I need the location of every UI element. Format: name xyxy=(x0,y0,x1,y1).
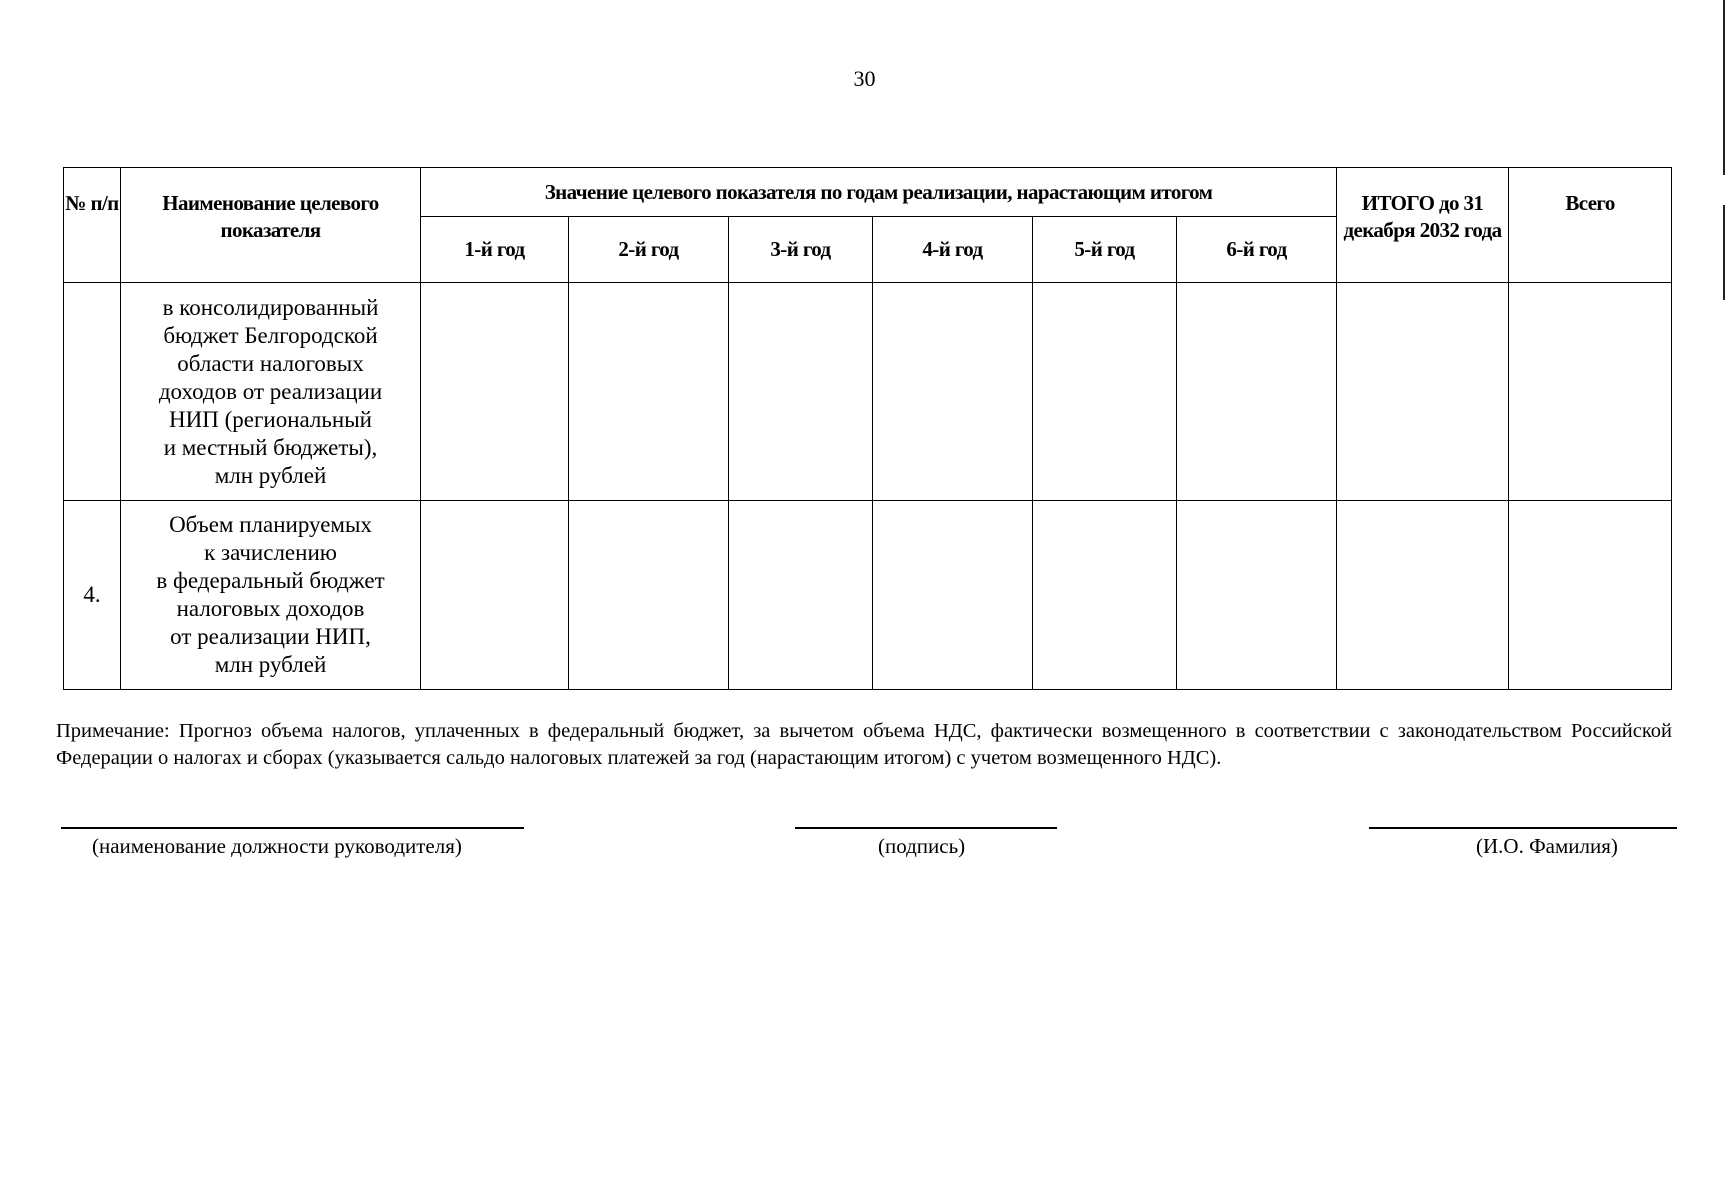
cell-year-2 xyxy=(569,283,729,501)
cell-year-6 xyxy=(1177,283,1337,501)
header-by-year-group: Значение целевого показателя по годам реализации, нарастающим итогом xyxy=(421,168,1337,217)
position-signature-line xyxy=(61,827,524,829)
cell-year-3 xyxy=(729,283,873,501)
cell-year-4 xyxy=(873,501,1033,690)
cell-year-5 xyxy=(1033,283,1177,501)
cell-total-until xyxy=(1337,283,1509,501)
signature-line xyxy=(795,827,1057,829)
header-year-3: 3-й год xyxy=(729,217,873,283)
cell-year-1 xyxy=(421,283,569,501)
cell-year-3 xyxy=(729,501,873,690)
header-overall: Всего xyxy=(1509,168,1672,283)
row-indicator-name: Объем планируемых к зачислению в федеральный бюджет налоговых доходов от реализации НИП, млн рублей xyxy=(121,501,421,690)
header-indicator-name: Наименование целевого показателя xyxy=(121,168,421,283)
header-total-until: ИТОГО до 31 декабря 2032 года xyxy=(1337,168,1509,283)
cell-year-1 xyxy=(421,501,569,690)
indicators-table xyxy=(63,167,1672,690)
cell-total-until xyxy=(1337,501,1509,690)
signature-caption: (подпись) xyxy=(878,834,966,858)
row-number xyxy=(64,283,121,501)
header-year-2: 2-й год xyxy=(569,217,729,283)
row-number: 4. xyxy=(64,501,121,690)
scan-edge-line xyxy=(1723,0,1725,175)
footnote: Примечание: Прогноз объема налогов, уплаченных в федеральный бюджет, за вычетом объема НДС, фактически возмещенного в соответствии с законодательством Российской Федерации о налогах и сборах (указывается сальдо налоговых платежей за год (нарастающим итогом) с учетом возмещенного НДС). xyxy=(56,720,1672,769)
table-row xyxy=(64,283,1672,501)
position-caption: (наименование должности руководителя) xyxy=(92,834,462,858)
scan-edge-line-lower xyxy=(1723,205,1725,300)
row-indicator-name: в консолидированный бюджет Белгородской области налоговых доходов от реализации НИП (региональный и местный бюджеты), млн рублей xyxy=(121,283,421,501)
cell-overall xyxy=(1509,283,1672,501)
header-year-1: 1-й год xyxy=(421,217,569,283)
header-year-4: 4-й год xyxy=(873,217,1033,283)
name-signature-line xyxy=(1369,827,1677,829)
cell-year-4 xyxy=(873,283,1033,501)
header-number: № п/п xyxy=(64,168,121,283)
cell-year-5 xyxy=(1033,501,1177,690)
header-year-6: 6-й год xyxy=(1177,217,1337,283)
cell-year-2 xyxy=(569,501,729,690)
table-row xyxy=(64,501,1672,690)
cell-overall xyxy=(1509,501,1672,690)
page-number: 30 xyxy=(853,66,876,91)
name-caption: (И.О. Фамилия) xyxy=(1476,834,1618,858)
cell-year-6 xyxy=(1177,501,1337,690)
header-year-5: 5-й год xyxy=(1033,217,1177,283)
